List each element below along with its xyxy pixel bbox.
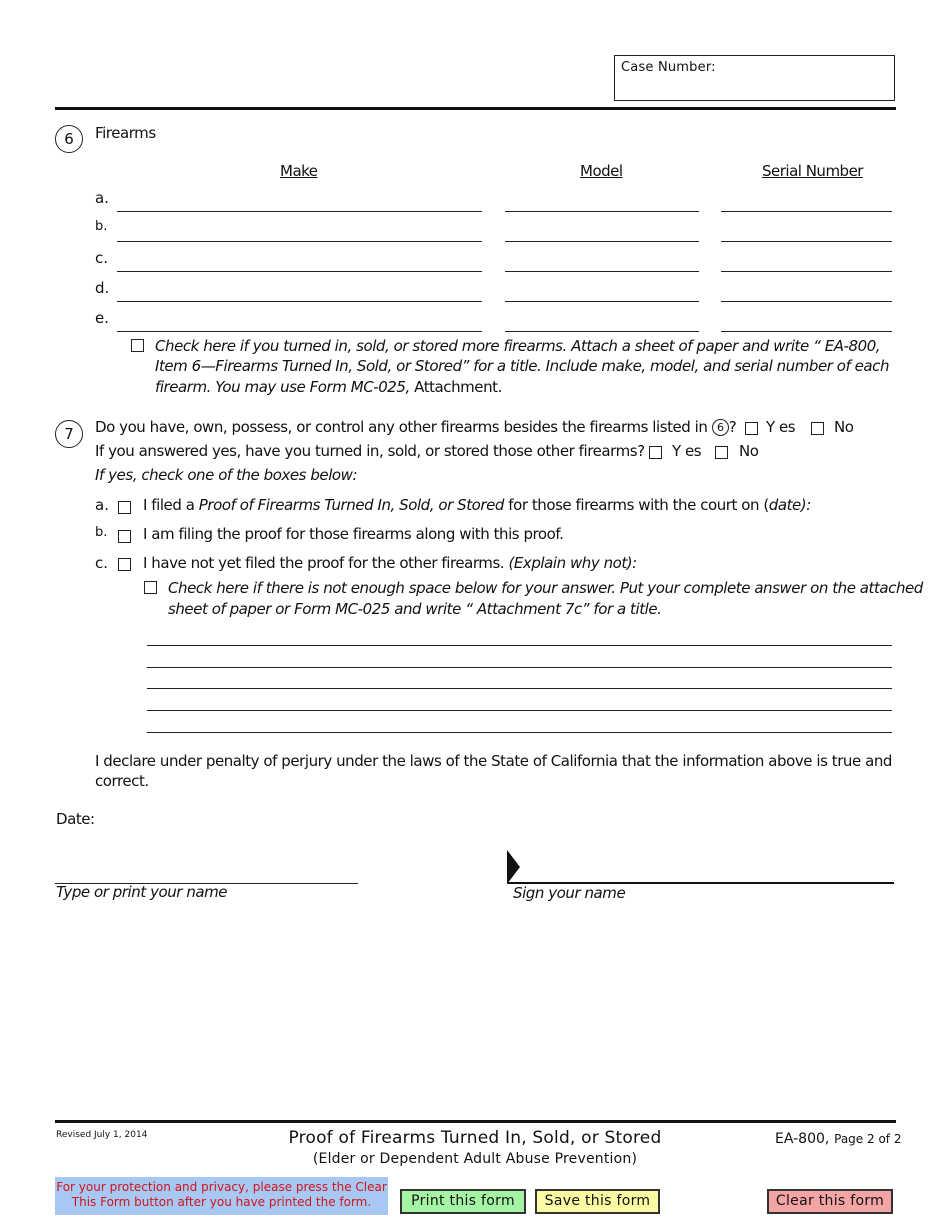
item-6-reference: 6 (712, 419, 729, 436)
question-1-end: ? (728, 418, 737, 436)
more-firearms-checkbox[interactable] (131, 339, 144, 352)
option-c-checkbox[interactable] (118, 558, 131, 571)
item-6-number: 6 (55, 125, 83, 153)
item-7-number: 7 (55, 420, 83, 448)
option-a-end: ): (800, 496, 811, 514)
option-a-mid: for those firearms with the court on ( (503, 496, 769, 514)
q2-yes-checkbox[interactable] (649, 446, 662, 459)
question-2-text: If you answered yes, have you turned in, sold, or stored those other firearms? (95, 442, 645, 460)
privacy-note-line2: This Form button after you have printed the form. (71, 1195, 372, 1209)
more-firearms-line2: Item 6—Firearms Turned In, Sold, or Stored” for a title. Include make, model, and serial number of each (155, 357, 890, 375)
explain-line-2[interactable] (147, 667, 892, 668)
option-a-date: date (768, 496, 801, 514)
space-note-line1: Check here if there is not enough space below for your answer. Put your complete answer on the attached (168, 579, 923, 597)
question-1 (95, 418, 736, 436)
more-firearms-line1: Check here if you turned in, sold, or stored more firearms. Attach a sheet of paper and write “ EA-800, (155, 337, 881, 355)
sign-here-arrow-icon (507, 850, 520, 884)
firearm-serial-field[interactable] (721, 331, 892, 332)
column-make-header: Make (280, 162, 318, 180)
date-label: Date: (56, 810, 95, 828)
question-1-text: Do you have, own, possess, or control any other firearms besides the firearms listed in (95, 418, 708, 436)
top-divider (55, 107, 896, 110)
q2-no-label: No (739, 442, 759, 460)
option-b-label: b. (95, 525, 108, 540)
firearm-make-field[interactable] (117, 271, 482, 272)
explain-line-5[interactable] (147, 732, 892, 733)
firearm-model-field[interactable] (505, 301, 699, 302)
firearm-row-label: c. (95, 249, 109, 267)
form-subtitle: (Elder or Dependent Adult Abuse Prevention) (312, 1151, 638, 1167)
option-b-text: I am filing the proof for those firearms along with this proof. (143, 525, 564, 543)
q1-yes-checkbox[interactable] (745, 422, 758, 435)
column-model-header: Model (580, 162, 623, 180)
instruction-text: If yes, check one of the boxes below: (95, 466, 358, 484)
more-firearms-line3 (155, 378, 502, 396)
q1-yes-label: Y es (766, 418, 796, 436)
save-form-button[interactable]: Save this form (535, 1189, 660, 1214)
case-number-label: Case Number: (621, 60, 716, 75)
q2-yes-label: Y es (672, 442, 702, 460)
firearm-model-field[interactable] (505, 331, 699, 332)
option-b-checkbox[interactable] (118, 530, 131, 543)
signature-caption: Sign your name (513, 884, 626, 902)
option-c-italic: (Explain why not): (508, 554, 637, 572)
revised-date: Revised July 1, 2014 (56, 1130, 148, 1140)
firearm-row-label: e. (95, 309, 109, 327)
option-a-checkbox[interactable] (118, 501, 131, 514)
option-c-label: c. (95, 554, 109, 572)
option-a-italic: Proof of Firearms Turned In, Sold, or Stored (198, 496, 504, 514)
name-caption: Type or print your name (56, 883, 228, 901)
privacy-note (55, 1177, 388, 1215)
clear-form-button[interactable]: Clear this form (767, 1189, 893, 1214)
more-firearms-line3-italic: firearm. You may use Form MC-025, (155, 378, 415, 396)
page-number: Page 2 of 2 (834, 1132, 902, 1146)
option-a-text (143, 496, 811, 514)
item-6-title: Firearms (95, 124, 156, 142)
firearm-row-label: b. (95, 219, 108, 234)
privacy-note-line1: For your protection and privacy, please press the Clear (56, 1180, 387, 1194)
not-enough-space-checkbox[interactable] (144, 581, 157, 594)
explain-line-1[interactable] (147, 645, 892, 646)
form-title: Proof of Firearms Turned In, Sold, or Stored (288, 1128, 662, 1148)
firearm-serial-field[interactable] (721, 211, 892, 212)
firearm-serial-field[interactable] (721, 301, 892, 302)
q1-no-label: No (834, 418, 854, 436)
firearm-model-field[interactable] (505, 211, 699, 212)
firearm-model-field[interactable] (505, 241, 699, 242)
option-a-pre: I filed a (143, 496, 199, 514)
option-c-text (143, 554, 637, 572)
form-id-block (775, 1129, 901, 1147)
firearm-row-label: a. (95, 189, 109, 207)
explain-line-3[interactable] (147, 688, 892, 689)
declaration-line1: I declare under penalty of perjury under the laws of the State of California that the information above is true and (95, 752, 892, 770)
option-c-main: I have not yet filed the proof for the other firearms. (143, 554, 509, 572)
firearm-make-field[interactable] (117, 241, 482, 242)
form-id: EA-800, (775, 1131, 830, 1147)
space-note-line2: sheet of paper or Form MC-025 and write “ Attachment 7c” for a title. (168, 600, 662, 618)
q2-no-checkbox[interactable] (715, 446, 728, 459)
firearm-make-field[interactable] (117, 331, 482, 332)
option-a-label: a. (95, 496, 109, 514)
explain-line-4[interactable] (147, 710, 892, 711)
firearm-serial-field[interactable] (721, 241, 892, 242)
q1-no-checkbox[interactable] (811, 422, 824, 435)
print-form-button[interactable]: Print this form (400, 1189, 526, 1214)
firearm-make-field[interactable] (117, 211, 482, 212)
firearm-row-label: d. (95, 279, 110, 297)
column-serial-header: Serial Number (762, 162, 863, 180)
firearm-make-field[interactable] (117, 301, 482, 302)
declaration-line2: correct. (95, 772, 149, 790)
more-firearms-line3-normal: Attachment. (414, 378, 502, 396)
footer-divider (55, 1120, 896, 1123)
firearm-serial-field[interactable] (721, 271, 892, 272)
firearm-model-field[interactable] (505, 271, 699, 272)
